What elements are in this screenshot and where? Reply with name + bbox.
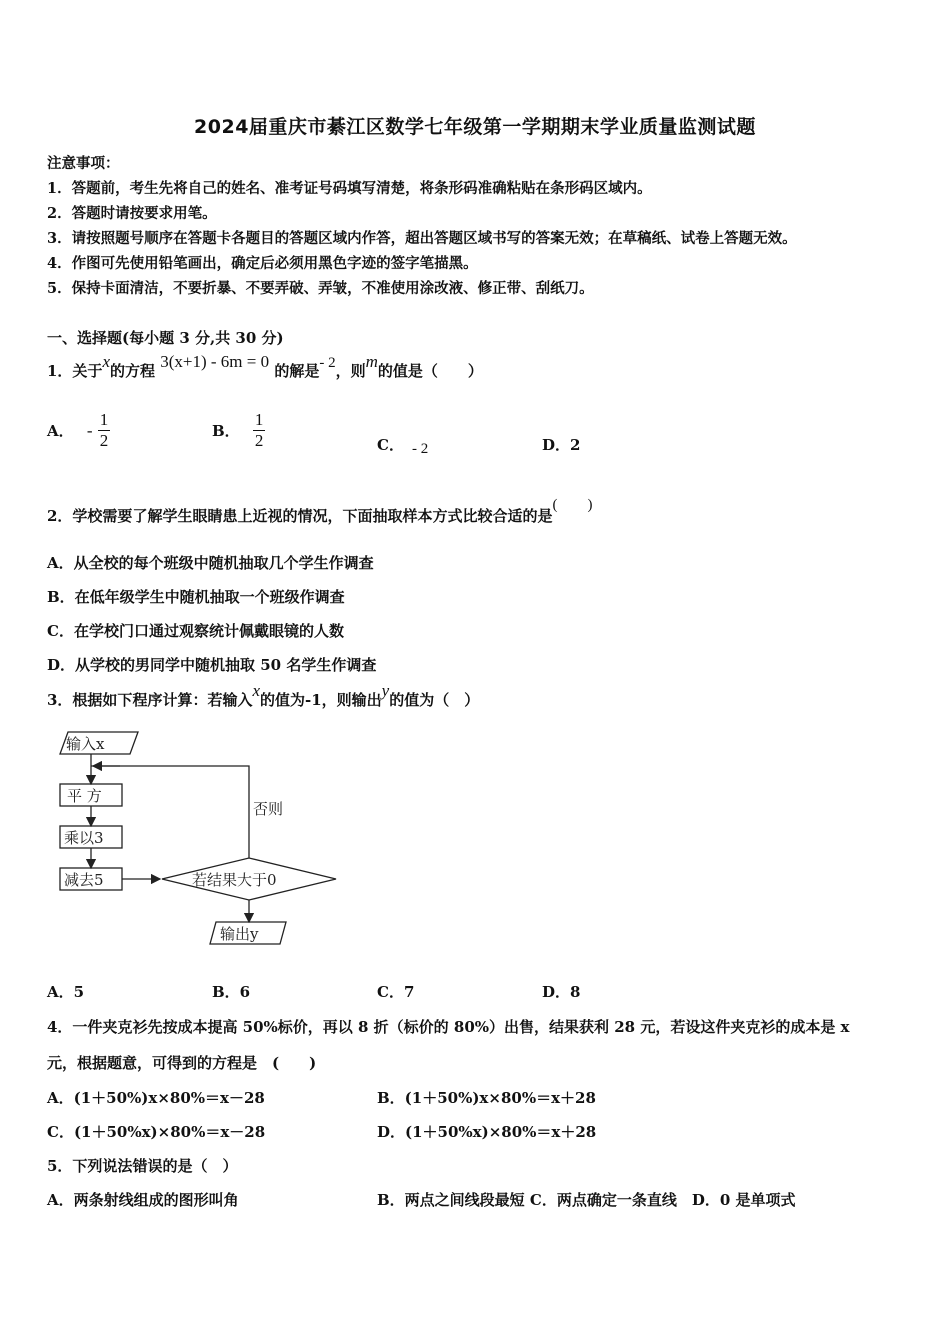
notice-item-5: 5．保持卡面清洁，不要折暴、不要弄破、弄皱，不准使用涂改液、修正带、刮纸刀。 [47, 280, 594, 297]
question-3: 3．根据如下程序计算：若输入x的值为-1，则输出y的值为（ ） [47, 681, 480, 709]
notice-item-1: 1．答题前，考生先将自己的姓名、准考证号码填写清楚，将条形码准确粘贴在条形码区域内。 [47, 180, 652, 197]
question-4-line-2: 元，根据题意，可得到的方程是 ( ) [47, 1054, 317, 1072]
section-heading: 一、选择题(每小题 3 分,共 30 分) [47, 329, 284, 347]
q5-option-bcd: B．两点之间线段最短 C．两点确定一条直线 D．0 是单项式 [377, 1191, 796, 1209]
q1-option-d: D．2 [542, 436, 581, 454]
flow-multiply-label: 乘以3 [64, 829, 104, 847]
notice-item-2: 2．答题时请按要求用笔。 [47, 205, 217, 222]
q4-option-b: B．(1＋50%)x×80%＝x＋28 [377, 1089, 596, 1107]
q3-option-d: D．8 [542, 983, 581, 1001]
q3-option-b: B．6 [212, 983, 251, 1001]
question-5: 5．下列说法错误的是（ ） [47, 1157, 238, 1175]
question-1: 1．关于x的方程 3(x+1) - 6m = 0 的解是- 2，则m的值是（ ） [47, 352, 483, 380]
question-4-line-1: 4．一件夹克衫先按成本提高 50%标价，再以 8 折（标价的 80%）出售，结果获利 28 元，若设这件夹克衫的成本是 x [47, 1018, 850, 1036]
flow-subtract-label: 减去5 [64, 871, 104, 889]
q4-option-d: D．(1＋50%x)×80%＝x＋28 [377, 1123, 597, 1141]
q1-option-c: C． - 2 [377, 436, 429, 457]
q5-option-a: A．两条射线组成的图形叫角 [47, 1191, 239, 1209]
q2-option-b: B．在低年级学生中随机抽取一个班级作调查 [47, 588, 345, 606]
q2-option-a: A．从全校的每个班级中随机抽取几个学生作调查 [47, 554, 374, 572]
q4-option-c: C．(1＋50%x)×80%＝x－28 [47, 1123, 266, 1141]
q1-option-a: A． - $\frac{1}{2}$ [47, 410, 109, 450]
flow-condition-label: 若结果大于0 [192, 871, 277, 889]
flow-else-label: 否则 [253, 800, 284, 818]
q1-equation: 3(x+1) - 6m = 0 [160, 352, 270, 371]
flow-input-label: 输入x [66, 735, 105, 753]
q4-option-a: A．(1＋50%)x×80%＝x－28 [47, 1089, 265, 1107]
q2-option-d: D．从学校的男同学中随机抽取 50 名学生作调查 [47, 656, 377, 674]
flow-square-label: 平 方 [67, 787, 102, 805]
notice-item-4: 4．作图可先使用铅笔画出，确定后必须用黑色字迹的签字笔描黑。 [47, 255, 478, 272]
program-flowchart [40, 722, 360, 957]
notice-heading: 注意事项： [47, 155, 120, 172]
q3-option-c: C．7 [377, 983, 415, 1001]
q2-option-c: C．在学校门口通过观察统计佩戴眼镜的人数 [47, 622, 344, 640]
question-2: 2．学校需要了解学生眼睛患上近视的情况，下面抽取样本方式比较合适的是( ) [47, 497, 593, 525]
notice-item-3: 3．请按照题号顺序在答题卡各题目的答题区域内作答，超出答题区域书写的答案无效；在草稿纸、试卷上答题无效。 [47, 230, 797, 247]
q1-option-b: B． $\frac{1}{2}$ [212, 410, 264, 450]
flow-output-label: 输出y [220, 925, 259, 943]
page-title: 2024届重庆市綦江区数学七年级第一学期期末学业质量监测试题 [194, 116, 756, 138]
q3-option-a: A．5 [47, 983, 85, 1001]
